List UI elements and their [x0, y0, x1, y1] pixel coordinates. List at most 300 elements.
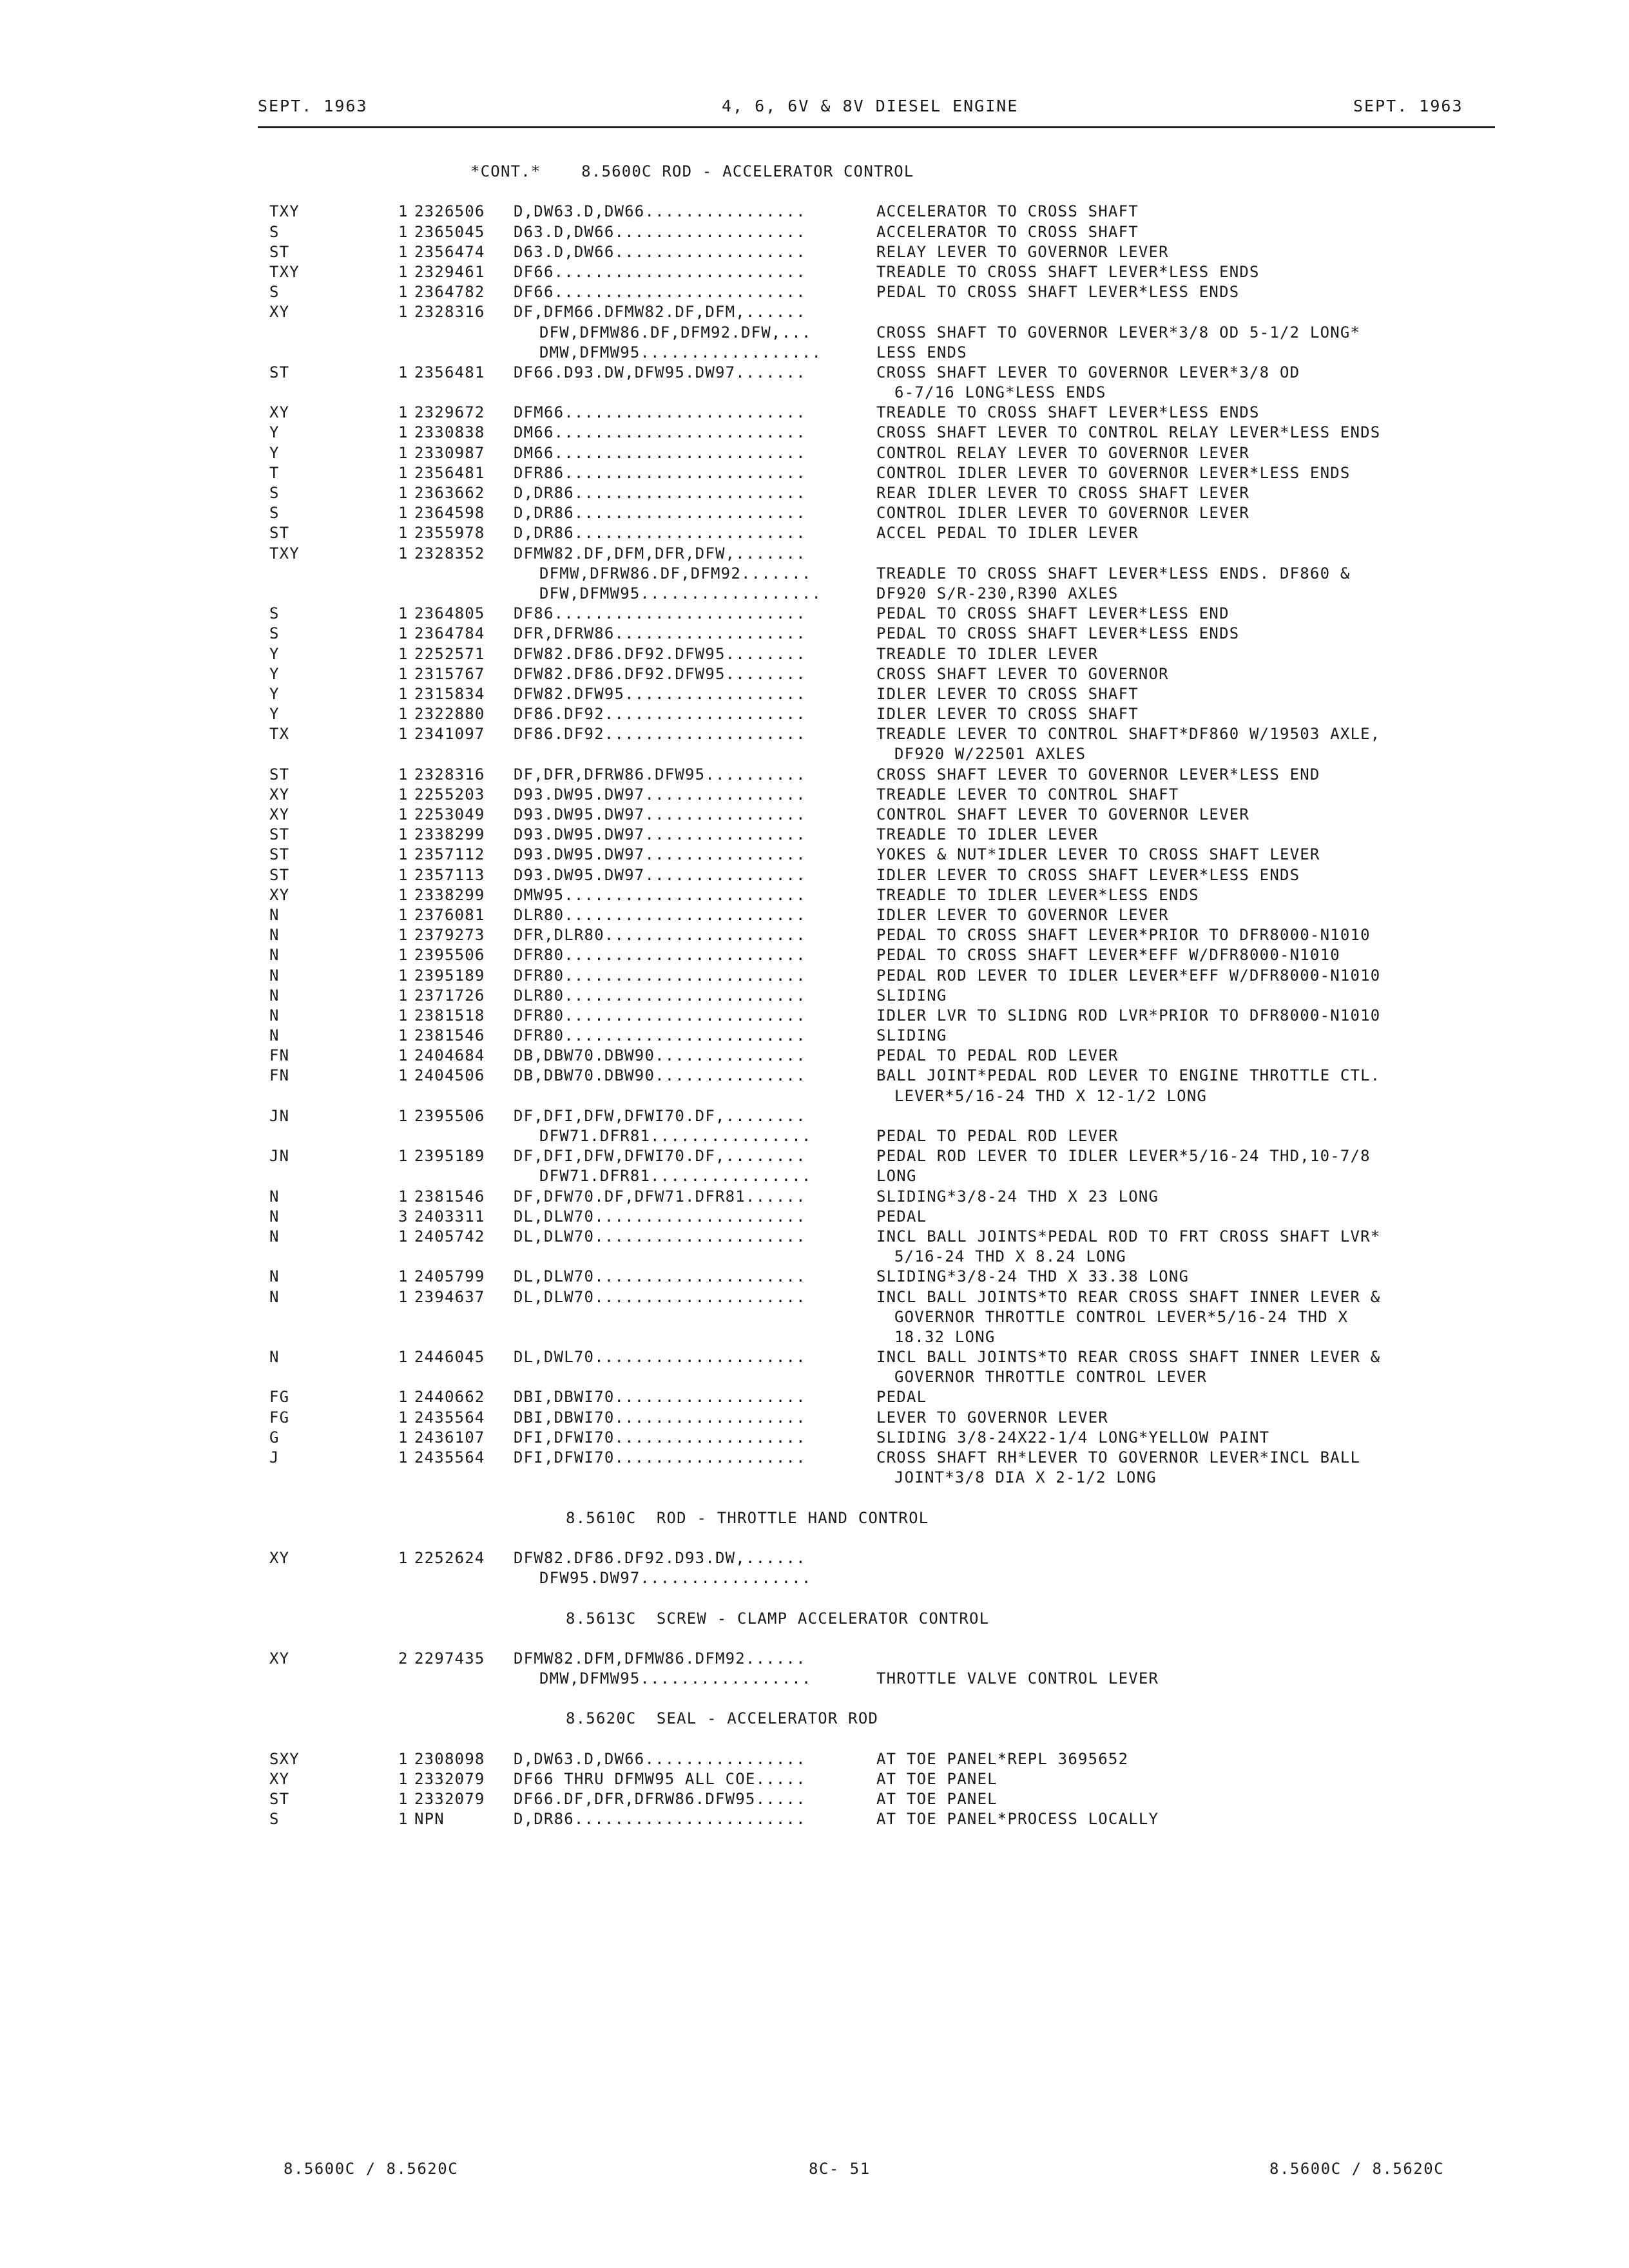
- usage-code: N: [269, 926, 280, 945]
- part-number: 2435564: [414, 1408, 485, 1427]
- usage-code: XY: [269, 1770, 290, 1788]
- model-list: D,DR86.......................: [514, 484, 806, 502]
- part-number: 2329672: [414, 403, 485, 422]
- quantity: 1: [398, 242, 409, 261]
- table-row: [0, 725, 1629, 745]
- table-row: [0, 403, 1629, 423]
- usage-code: N: [269, 1348, 280, 1367]
- model-list: DFW71.DFR81................: [539, 1167, 812, 1186]
- usage-code: S: [269, 484, 280, 502]
- description: PEDAL ROD LEVER TO IDLER LEVER*EFF W/DFR8000-N1010: [876, 966, 1381, 985]
- usage-code: ST: [269, 1790, 290, 1809]
- quantity: 1: [398, 1147, 409, 1166]
- description: INCL BALL JOINTS*TO REAR CROSS SHAFT INNER LEVER &: [876, 1348, 1381, 1367]
- part-number: 2436107: [414, 1428, 485, 1446]
- part-number: 2328316: [414, 303, 485, 322]
- description: CROSS SHAFT TO GOVERNOR LEVER*3/8 OD 5-1/2 LONG*: [876, 323, 1361, 341]
- table-row: [0, 1227, 1629, 1247]
- model-list: DFW82.DF86.DF92.D93.DW,......: [514, 1548, 806, 1567]
- table-row: [0, 785, 1629, 805]
- description: PEDAL TO CROSS SHAFT LEVER*EFF W/DFR8000-N1010: [876, 946, 1340, 965]
- part-number: 2404684: [414, 1046, 485, 1065]
- quantity: 1: [398, 785, 409, 803]
- usage-code: TXY: [269, 544, 300, 562]
- quantity: 1: [398, 463, 409, 482]
- table-row: [0, 1267, 1629, 1287]
- description: AT TOE PANEL*PROCESS LOCALLY: [876, 1810, 1159, 1829]
- quantity: 1: [398, 705, 409, 724]
- description: PEDAL TO CROSS SHAFT LEVER*LESS ENDS: [876, 624, 1240, 643]
- model-list: DL,DLW70.....................: [514, 1227, 806, 1245]
- description: CONTROL RELAY LEVER TO GOVERNOR LEVER: [876, 443, 1250, 462]
- part-number: 2394637: [414, 1287, 485, 1306]
- part-number: 2308098: [414, 1749, 485, 1768]
- table-row: [0, 283, 1629, 303]
- table-row: [0, 705, 1629, 725]
- model-list: DF86.........................: [514, 604, 806, 623]
- header-rule: [258, 126, 1495, 128]
- usage-code: Y: [269, 644, 280, 663]
- description: LONG: [876, 1167, 917, 1186]
- table-row: [0, 966, 1629, 986]
- model-list: DL,DWL70.....................: [514, 1348, 806, 1367]
- table-row: [0, 303, 1629, 323]
- quantity: 1: [398, 865, 409, 884]
- description: PEDAL TO CROSS SHAFT LEVER*LESS ENDS: [876, 283, 1240, 302]
- part-number: 2364598: [414, 504, 485, 523]
- quantity: 1: [398, 1428, 409, 1446]
- description: CROSS SHAFT LEVER TO GOVERNOR LEVER*LESS END: [876, 765, 1320, 783]
- quantity: 1: [398, 1448, 409, 1466]
- model-list: DF,DFM66.DFMW82.DF,DFM,......: [514, 303, 806, 322]
- quantity: 1: [398, 1770, 409, 1788]
- table-row-continuation: [0, 1167, 1629, 1187]
- footer-range-left: 8.5600C / 8.5620C: [284, 2160, 459, 2178]
- quantity: 1: [398, 1388, 409, 1407]
- section-title: [0, 162, 1629, 182]
- description: THROTTLE VALVE CONTROL LEVER: [876, 1669, 1159, 1688]
- table-row-continuation: [0, 564, 1629, 584]
- header-title: 4, 6, 6V & 8V DIESEL ENGINE: [722, 97, 1019, 115]
- table-row-continuation: [0, 1247, 1629, 1267]
- table-row-continuation: [0, 1368, 1629, 1388]
- usage-code: S: [269, 604, 280, 623]
- usage-code: FG: [269, 1408, 290, 1427]
- model-list: DFR80........................: [514, 946, 806, 965]
- usage-code: ST: [269, 825, 290, 844]
- model-list: D63.D,DW66...................: [514, 222, 806, 241]
- table-row: [0, 906, 1629, 926]
- quantity: 1: [398, 1749, 409, 1768]
- usage-code: ST: [269, 524, 290, 543]
- usage-code: N: [269, 1187, 280, 1206]
- table-row: [0, 202, 1629, 222]
- usage-code: G: [269, 1428, 280, 1446]
- description: YOKES & NUT*IDLER LEVER TO CROSS SHAFT LEVER: [876, 845, 1320, 864]
- model-list: DFI,DFWI70...................: [514, 1428, 806, 1446]
- model-list: DM66.........................: [514, 423, 806, 442]
- description: CONTROL IDLER LEVER TO GOVERNOR LEVER: [876, 504, 1250, 523]
- table-row: [0, 624, 1629, 644]
- quantity: 1: [398, 1267, 409, 1286]
- description: INCL BALL JOINTS*PEDAL ROD TO FRT CROSS SHAFT LVR*: [876, 1227, 1381, 1245]
- part-number: 2355978: [414, 524, 485, 543]
- description: PEDAL TO PEDAL ROD LEVER: [876, 1127, 1119, 1145]
- table-row: [0, 1790, 1629, 1810]
- table-row: [0, 524, 1629, 544]
- part-number: 2338299: [414, 885, 485, 904]
- table-row: [0, 604, 1629, 624]
- part-number: 2252571: [414, 644, 485, 663]
- part-number: 2341097: [414, 725, 485, 744]
- table-row: [0, 1750, 1629, 1770]
- section-title: [0, 1509, 1629, 1529]
- quantity: 1: [398, 1408, 409, 1427]
- usage-code: XY: [269, 403, 290, 422]
- table-row: [0, 1810, 1629, 1830]
- description: CROSS SHAFT RH*LEVER TO GOVERNOR LEVER*INCL BALL: [876, 1448, 1361, 1466]
- model-list: D,DR86.......................: [514, 524, 806, 543]
- usage-code: XY: [269, 885, 290, 904]
- part-number: 2405799: [414, 1267, 485, 1286]
- usage-code: ST: [269, 865, 290, 884]
- quantity: 1: [398, 644, 409, 663]
- table-row-continuation: [0, 1669, 1629, 1689]
- model-list: DFW82.DFW95..................: [514, 684, 806, 703]
- table-row: [0, 263, 1629, 283]
- part-number: 2328316: [414, 765, 485, 783]
- table-row: [0, 243, 1629, 263]
- model-list: DB,DBW70.DBW90...............: [514, 1066, 806, 1085]
- quantity: 1: [398, 303, 409, 322]
- model-list: DFMW82.DF,DFM,DFR,DFW,.......: [514, 544, 806, 562]
- usage-code: TXY: [269, 262, 300, 281]
- model-list: D93.DW95.DW97................: [514, 865, 806, 884]
- part-number: 2356481: [414, 463, 485, 482]
- table-row: [0, 363, 1629, 383]
- quantity: 1: [398, 283, 409, 302]
- description: AT TOE PANEL: [876, 1790, 998, 1809]
- table-row: [0, 685, 1629, 705]
- description: TREADLE TO CROSS SHAFT LEVER*LESS ENDS: [876, 262, 1260, 281]
- quantity: 1: [398, 544, 409, 562]
- description: TREADLE TO CROSS SHAFT LEVER*LESS ENDS. DF860 &: [876, 564, 1351, 582]
- usage-code: S: [269, 624, 280, 643]
- description: PEDAL ROD LEVER TO IDLER LEVER*5/16-24 THD,10-7/8: [876, 1147, 1371, 1166]
- part-number: 2357112: [414, 845, 485, 864]
- section-title: [0, 1610, 1629, 1629]
- description: 18.32 LONG: [894, 1327, 996, 1346]
- quantity: 3: [398, 1207, 409, 1225]
- quantity: 1: [398, 966, 409, 985]
- quantity: 1: [398, 725, 409, 744]
- quantity: 1: [398, 905, 409, 924]
- model-list: DL,DLW70.....................: [514, 1267, 806, 1286]
- table-row-continuation: [0, 1308, 1629, 1328]
- description: CONTROL SHAFT LEVER TO GOVERNOR LEVER: [876, 805, 1250, 823]
- description: INCL BALL JOINTS*TO REAR CROSS SHAFT INNER LEVER &: [876, 1287, 1381, 1306]
- table-row: [0, 1348, 1629, 1368]
- description: TREADLE LEVER TO CONTROL SHAFT*DF860 W/19503 AXLE,: [876, 725, 1381, 744]
- usage-code: ST: [269, 242, 290, 261]
- part-number: 2297435: [414, 1649, 485, 1667]
- part-number: 2330987: [414, 443, 485, 462]
- description: CROSS SHAFT LEVER TO CONTROL RELAY LEVER*LESS ENDS: [876, 423, 1381, 442]
- table-row: [0, 504, 1629, 524]
- description: TREADLE TO IDLER LEVER*LESS ENDS: [876, 885, 1199, 904]
- section-title: [0, 1709, 1629, 1729]
- table-row: [0, 1408, 1629, 1428]
- part-number: 2330838: [414, 423, 485, 442]
- model-list: DFR80........................: [514, 1026, 806, 1045]
- table-row: [0, 926, 1629, 946]
- model-list: DF86.DF92....................: [514, 705, 806, 724]
- part-number: 2356474: [414, 242, 485, 261]
- description: CROSS SHAFT LEVER TO GOVERNOR LEVER*3/8 OD: [876, 363, 1300, 381]
- table-row: [0, 866, 1629, 886]
- description: TREADLE TO IDLER LEVER: [876, 644, 1099, 663]
- usage-code: Y: [269, 443, 280, 462]
- part-number: 2329461: [414, 262, 485, 281]
- table-row-continuation: [0, 1569, 1629, 1589]
- part-number: 2403311: [414, 1207, 485, 1225]
- usage-code: ST: [269, 845, 290, 864]
- description: LEVER TO GOVERNOR LEVER: [876, 1408, 1108, 1427]
- description: IDLER LEVER TO CROSS SHAFT LEVER*LESS ENDS: [876, 865, 1300, 884]
- usage-code: Y: [269, 684, 280, 703]
- model-list: DB,DBW70.DBW90...............: [514, 1046, 806, 1065]
- part-number: 2435564: [414, 1448, 485, 1466]
- table-row: [0, 1207, 1629, 1227]
- part-number: 2357113: [414, 865, 485, 884]
- model-list: DM66.........................: [514, 443, 806, 462]
- model-list: DFMW82.DFM,DFMW86.DFM92......: [514, 1649, 806, 1667]
- usage-code: TXY: [269, 202, 300, 221]
- description: 6-7/16 LONG*LESS ENDS: [894, 383, 1106, 402]
- quantity: 1: [398, 484, 409, 502]
- model-list: DF86.DF92....................: [514, 725, 806, 744]
- model-list: D93.DW95.DW97................: [514, 825, 806, 844]
- model-list: DFW,DFMW95..................: [539, 584, 822, 602]
- quantity: 1: [398, 1810, 409, 1829]
- model-list: DF66.........................: [514, 262, 806, 281]
- table-row: [0, 1448, 1629, 1468]
- quantity: 1: [398, 403, 409, 422]
- table-row-continuation: [0, 343, 1629, 363]
- quantity: 1: [398, 222, 409, 241]
- table-row-continuation: [0, 1468, 1629, 1488]
- part-number: 2395189: [414, 1147, 485, 1166]
- usage-code: N: [269, 1026, 280, 1045]
- model-list: D93.DW95.DW97................: [514, 785, 806, 803]
- table-row: [0, 805, 1629, 825]
- part-number: 2371726: [414, 986, 485, 1004]
- part-number: 2363662: [414, 484, 485, 502]
- usage-code: FN: [269, 1066, 290, 1085]
- description: SLIDING: [876, 986, 947, 1004]
- part-number: 2381518: [414, 1006, 485, 1024]
- quantity: 1: [398, 1106, 409, 1125]
- part-number: 2365045: [414, 222, 485, 241]
- table-row-continuation: [0, 584, 1629, 604]
- table-row: [0, 464, 1629, 484]
- usage-code: N: [269, 966, 280, 985]
- quantity: 1: [398, 604, 409, 623]
- usage-code: S: [269, 283, 280, 302]
- table-row: [0, 1187, 1629, 1207]
- usage-code: T: [269, 463, 280, 482]
- usage-code: S: [269, 504, 280, 523]
- part-number: 2395506: [414, 1106, 485, 1125]
- part-number: 2381546: [414, 1187, 485, 1206]
- quantity: 1: [398, 363, 409, 381]
- part-number: 2395189: [414, 966, 485, 985]
- model-list: DFW82.DF86.DF92.DFW95........: [514, 644, 806, 663]
- model-list: D,DR86.......................: [514, 1810, 806, 1829]
- part-number: 2440662: [414, 1388, 485, 1407]
- footer-page-number: 8C- 51: [809, 2160, 871, 2178]
- model-list: DF66.D93.DW,DFW95.DW97.......: [514, 363, 806, 381]
- quantity: 2: [398, 1649, 409, 1667]
- quantity: 1: [398, 926, 409, 945]
- model-list: DFI,DFWI70...................: [514, 1448, 806, 1466]
- part-number: 2332079: [414, 1790, 485, 1809]
- table-row: [0, 845, 1629, 865]
- header-date-left: SEPT. 1963: [258, 97, 368, 115]
- model-list: DFR80........................: [514, 966, 806, 985]
- table-row: [0, 1066, 1629, 1086]
- table-row: [0, 223, 1629, 243]
- parts-list: [0, 162, 1629, 1831]
- table-row: [0, 1770, 1629, 1790]
- part-number: 2326506: [414, 202, 485, 221]
- table-row: [0, 1388, 1629, 1408]
- part-number: 2332079: [414, 1770, 485, 1788]
- table-row: [0, 1026, 1629, 1046]
- part-number: 2364782: [414, 283, 485, 302]
- quantity: 1: [398, 624, 409, 643]
- quantity: 1: [398, 805, 409, 823]
- quantity: 1: [398, 765, 409, 783]
- usage-code: FN: [269, 1046, 290, 1065]
- quantity: 1: [398, 202, 409, 221]
- description: TREADLE LEVER TO CONTROL SHAFT: [876, 785, 1179, 803]
- description: DF920 S/R-230,R390 AXLES: [876, 584, 1119, 602]
- table-row: [0, 1107, 1629, 1127]
- usage-code: XY: [269, 805, 290, 823]
- table-row: [0, 1046, 1629, 1066]
- model-list: D93.DW95.DW97................: [514, 845, 806, 864]
- table-row: [0, 665, 1629, 685]
- table-row: [0, 645, 1629, 665]
- model-list: DFMW,DFRW86.DF,DFM92.......: [539, 564, 812, 582]
- model-list: D93.DW95.DW97................: [514, 805, 806, 823]
- description: LESS ENDS: [876, 343, 967, 361]
- model-list: DFW71.DFR81................: [539, 1127, 812, 1145]
- model-list: DL,DLW70.....................: [514, 1207, 806, 1225]
- description: SLIDING: [876, 1026, 947, 1045]
- usage-code: N: [269, 1227, 280, 1245]
- part-number: 2253049: [414, 805, 485, 823]
- usage-code: S: [269, 1810, 280, 1829]
- part-number: 2364784: [414, 624, 485, 643]
- quantity: 1: [398, 1348, 409, 1367]
- model-list: DF,DFW70.DF,DFW71.DFR81......: [514, 1187, 806, 1206]
- quantity: 1: [398, 684, 409, 703]
- part-number: NPN: [414, 1810, 445, 1829]
- description: SLIDING*3/8-24 THD X 23 LONG: [876, 1187, 1159, 1206]
- description: AT TOE PANEL: [876, 1770, 998, 1788]
- description: ACCELERATOR TO CROSS SHAFT: [876, 222, 1139, 241]
- model-list: DF,DFR,DFRW86.DFW95..........: [514, 765, 806, 783]
- table-row-continuation: [0, 1087, 1629, 1107]
- quantity: 1: [398, 885, 409, 904]
- usage-code: Y: [269, 423, 280, 442]
- usage-code: J: [269, 1448, 280, 1466]
- part-number: 2252624: [414, 1548, 485, 1567]
- description: JOINT*3/8 DIA X 2-1/2 LONG: [894, 1468, 1157, 1487]
- description: SLIDING 3/8-24X22-1/4 LONG*YELLOW PAINT: [876, 1428, 1270, 1446]
- part-number: 2381546: [414, 1026, 485, 1045]
- description: LEVER*5/16-24 THD X 12-1/2 LONG: [894, 1086, 1208, 1105]
- model-list: DBI,DBWI70...................: [514, 1408, 806, 1427]
- description: ACCEL PEDAL TO IDLER LEVER: [876, 524, 1139, 543]
- quantity: 1: [398, 845, 409, 864]
- quantity: 1: [398, 664, 409, 683]
- part-number: 2255203: [414, 785, 485, 803]
- part-number: 2376081: [414, 905, 485, 924]
- description: BALL JOINT*PEDAL ROD LEVER TO ENGINE THROTTLE CTL.: [876, 1066, 1381, 1085]
- usage-code: N: [269, 1207, 280, 1225]
- usage-code: XY: [269, 1548, 290, 1567]
- model-list: DF66.DF,DFR,DFRW86.DFW95.....: [514, 1790, 806, 1809]
- model-list: DF,DFI,DFW,DFWI70.DF,........: [514, 1147, 806, 1166]
- model-list: DFR,DLR80....................: [514, 926, 806, 945]
- model-list: DMW95........................: [514, 885, 806, 904]
- quantity: 1: [398, 986, 409, 1004]
- model-list: DFR86........................: [514, 463, 806, 482]
- table-row: [0, 1649, 1629, 1669]
- model-list: D63.D,DW66...................: [514, 242, 806, 261]
- quantity: 1: [398, 1790, 409, 1809]
- table-row: [0, 1549, 1629, 1569]
- description: CONTROL IDLER LEVER TO GOVERNOR LEVER*LESS ENDS: [876, 463, 1351, 482]
- description: GOVERNOR THROTTLE CONTROL LEVER*5/16-24 THD X: [894, 1307, 1349, 1326]
- description: TREADLE TO CROSS SHAFT LEVER*LESS ENDS: [876, 403, 1260, 422]
- section-title-text: 8.5613C SCREW - CLAMP ACCELERATOR CONTROL: [566, 1609, 990, 1628]
- part-number: 2315767: [414, 664, 485, 683]
- model-list: DF66.........................: [514, 283, 806, 302]
- description: IDLER LEVER TO GOVERNOR LEVER: [876, 905, 1169, 924]
- part-number: 2315834: [414, 684, 485, 703]
- section-title-text: 8.5620C SEAL - ACCELERATOR ROD: [566, 1709, 879, 1728]
- table-row: [0, 1288, 1629, 1308]
- table-row: [0, 765, 1629, 785]
- model-list: DFM66........................: [514, 403, 806, 422]
- description: DF920 W/22501 AXLES: [894, 745, 1086, 764]
- quantity: 1: [398, 504, 409, 523]
- usage-code: N: [269, 1006, 280, 1024]
- quantity: 1: [398, 1287, 409, 1306]
- table-row-continuation: [0, 323, 1629, 343]
- usage-code: XY: [269, 303, 290, 322]
- usage-code: ST: [269, 363, 290, 381]
- description: REAR IDLER LEVER TO CROSS SHAFT LEVER: [876, 484, 1250, 502]
- model-list: DF66 THRU DFMW95 ALL COE.....: [514, 1770, 806, 1788]
- description: ACCELERATOR TO CROSS SHAFT: [876, 202, 1139, 221]
- model-list: DFR80........................: [514, 1006, 806, 1024]
- usage-code: N: [269, 905, 280, 924]
